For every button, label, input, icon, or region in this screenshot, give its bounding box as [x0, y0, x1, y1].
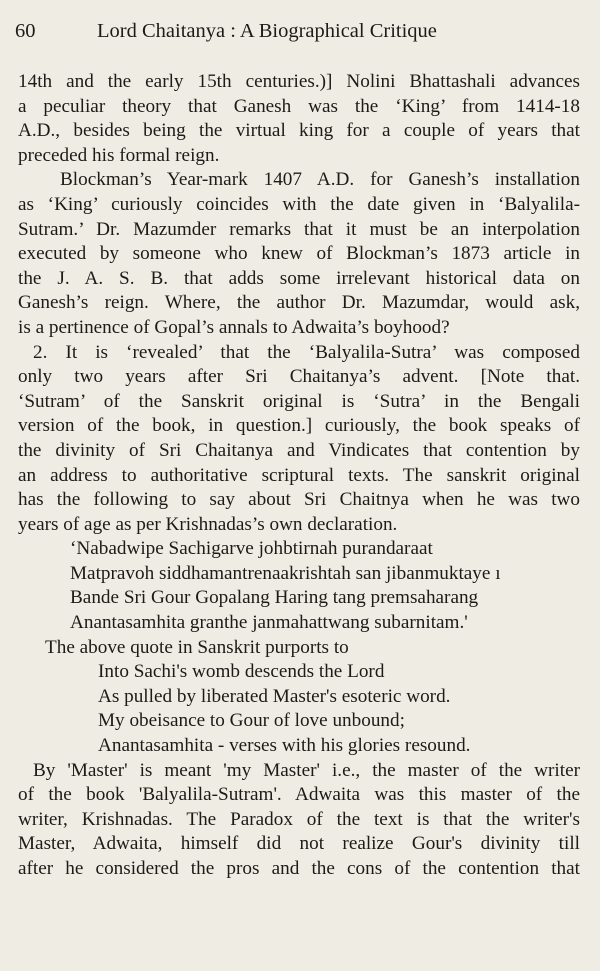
verse-line: My obeisance to Gour of love unbound;	[98, 710, 405, 732]
running-title: Lord Chaitanya : A Biographical Critique	[97, 20, 437, 42]
text-line: Sutram.’ Dr. Mazumder remarks that it must be an interpolation	[18, 218, 580, 240]
text-line: as ‘King’ curiously coincides with the date given in ‘Balyalila-	[18, 193, 580, 215]
verse-line: As pulled by liberated Master's esoteric word.	[98, 685, 451, 707]
text-line: after he considered the pros and the cons of the contention that	[18, 858, 580, 879]
paragraph-2	[18, 168, 580, 340]
text-line: preceded his formal reign.	[18, 144, 220, 166]
verse-line: Bande Sri Gour Gopalang Haring tang premsaharang	[70, 587, 479, 609]
paragraph-3	[18, 341, 580, 538]
text-line: writer, Krishnadas. The Paradox of the text is that the writer's	[18, 808, 580, 830]
verse-line: Anantasamhita granthe janmahattwang subarnitam.'	[70, 612, 468, 634]
verse-line: Into Sachi's womb descends the Lord	[98, 661, 385, 683]
text-line: years of age as per Krishnadas’s own declaration.	[18, 513, 398, 535]
page-body	[18, 70, 580, 882]
text-line: 14th and the early 15th centuries.)] Nolini Bhattashali advances	[18, 71, 580, 92]
text-line: By 'Master' is meant 'my Master' i.e., the master of the writer	[33, 759, 580, 781]
verse-line: Anantasamhita - verses with his glories resound.	[98, 735, 471, 757]
running-header	[15, 17, 580, 45]
closing-paragraph	[18, 759, 580, 882]
text-line: has the following to say about Sri Chaitnya when he was two	[18, 489, 580, 511]
text-line: the divinity of Sri Chaitanya and Vindicates that contention by	[18, 439, 580, 461]
paragraph-1	[18, 70, 580, 168]
sanskrit-verse	[18, 537, 580, 635]
text-line: of the book 'Balyalila-Sutram'. Adwaita was this master of the	[18, 784, 580, 806]
text-line: a peculiar theory that Ganesh was the ‘King’ from 1414-18	[18, 95, 580, 117]
text-line: Ganesh’s reign. Where, the author Dr. Mazumdar, would ask,	[18, 292, 580, 314]
text-line: A.D., besides being the virtual king for a couple of years that	[18, 120, 580, 142]
text-line: only two years after Sri Chaitanya’s advent. [Note that.	[18, 366, 580, 388]
text-line: an address to authoritative scriptural texts. The sanskrit original	[18, 464, 580, 486]
translation-verse	[18, 660, 580, 758]
verse-line: Matpravoh siddhamantrenaakrishtah san jibanmuktaye ı	[70, 562, 501, 584]
text-line: version of the book, in question.] curiously, the book speaks of	[18, 415, 580, 437]
text-line: is a pertinence of Gopal’s annals to Adwaita’s boyhood?	[18, 316, 450, 338]
text-line: executed by someone who knew of Blockman’s 1873 article in	[18, 243, 580, 265]
text-line: the J. A. S. B. that adds some irrelevant historical data on	[18, 267, 580, 289]
text-line: 2. It is ‘revealed’ that the ‘Balyalila-Sutra’ was composed	[33, 341, 580, 363]
verse-line: ‘Nabadwipe Sachigarve johbtirnah purandaraat	[70, 538, 433, 560]
translation-intro: The above quote in Sanskrit purports to	[45, 636, 349, 658]
page-number: 60	[15, 20, 36, 42]
text-line: ‘Sutram’ of the Sanskrit original is ‘Sutra’ in the Bengali	[18, 390, 580, 412]
text-line: Blockman’s Year-mark 1407 A.D. for Ganesh’s installation	[60, 169, 580, 191]
text-line: Master, Adwaita, himself did not realize Gour's divinity till	[18, 833, 580, 855]
